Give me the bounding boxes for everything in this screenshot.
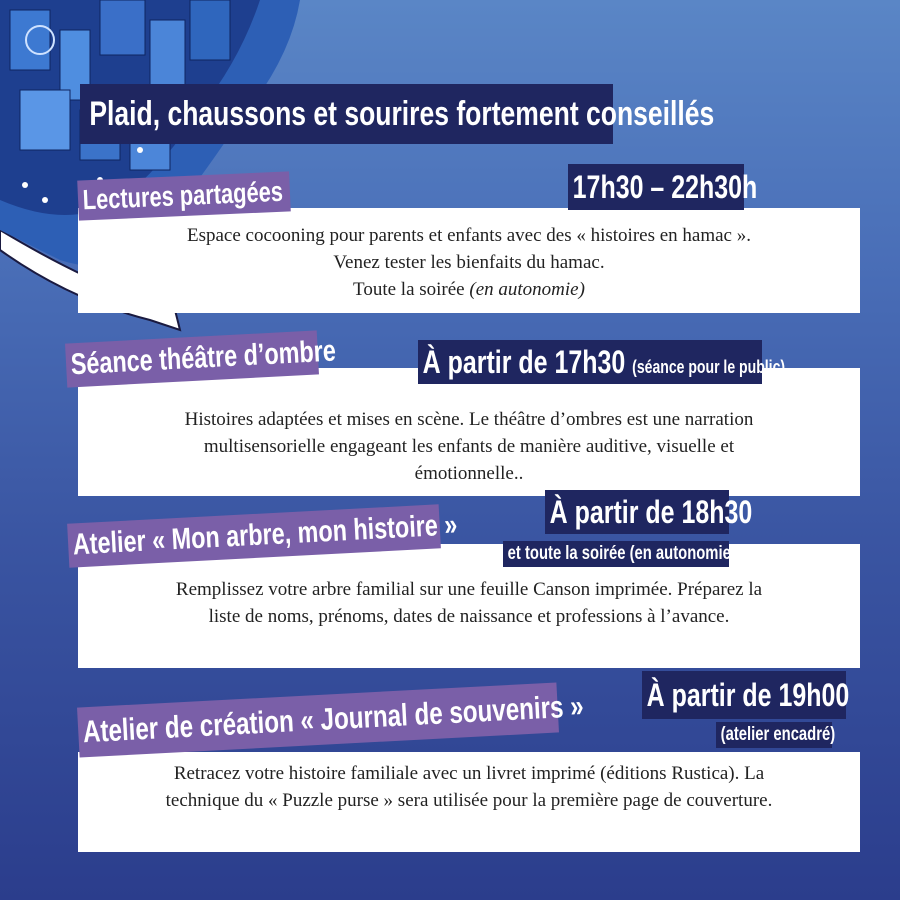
- section-1-line-2: Venez tester les bienfaits du hamac.: [333, 252, 605, 273]
- header-title: Plaid, chaussons et sourires fortement conseillés: [89, 95, 715, 133]
- section-4-title-banner: [77, 682, 585, 757]
- section-4-time-banner: [642, 671, 850, 719]
- section-2-line-3: émotionnelle..: [414, 463, 524, 484]
- section-2-time: À partir de 17h30 (séance pour le public): [422, 344, 786, 380]
- section-3-box: [78, 544, 860, 668]
- section-2-time-banner: [418, 340, 786, 384]
- section-1-time-banner: [568, 164, 758, 210]
- section-1-line-3: Toute la soirée (en autonomie): [353, 279, 585, 300]
- section-4-title: Atelier de création « Journal de souvenirs »: [82, 688, 585, 750]
- section-1-title: Lectures partagées: [82, 175, 284, 216]
- section-4-line-1: Retracez votre histoire familiale avec un livret imprimé (éditions Rustica). La: [173, 763, 765, 784]
- section-1-line-1: Espace cocooning pour parents et enfants avec des « histoires en hamac ».: [187, 225, 751, 246]
- section-4-time-note-banner: [716, 722, 836, 748]
- section-2-line-2: multisensorielle engageant les enfants de manière auditive, visuelle et: [203, 436, 735, 457]
- section-2-title: Séance théâtre d’ombre: [69, 334, 337, 382]
- section-3-time-banner: [545, 490, 753, 534]
- section-2-time-note: (séance pour le public): [632, 357, 786, 377]
- header-banner: [80, 84, 715, 144]
- section-3-line-2: liste de noms, prénoms, dates de naissance et professions à l’avance.: [208, 606, 730, 627]
- section-4-line-2: technique du « Puzzle purse » sera utilisée pour la première page de couverture.: [165, 790, 773, 811]
- section-4-box: [78, 752, 860, 852]
- section-4-time: À partir de 19h00: [646, 677, 850, 713]
- section-1-time: 17h30 – 22h30h: [572, 169, 758, 205]
- section-3-time-note: et toute la soirée (en autonomie): [507, 543, 736, 564]
- section-2-line-1: Histoires adaptées et mises en scène. Le théâtre d’ombres est une narration: [184, 409, 754, 430]
- section-1-box: [78, 208, 860, 313]
- section-4-time-note: (atelier encadré): [720, 724, 836, 745]
- section-3-line-1: Remplissez votre arbre familial sur une feuille Canson imprimée. Préparez la: [175, 579, 763, 600]
- section-3-time: À partir de 18h30: [549, 494, 753, 530]
- section-3-time-note-banner: [503, 541, 736, 567]
- section-3-title: Atelier « Mon arbre, mon histoire »: [72, 508, 459, 562]
